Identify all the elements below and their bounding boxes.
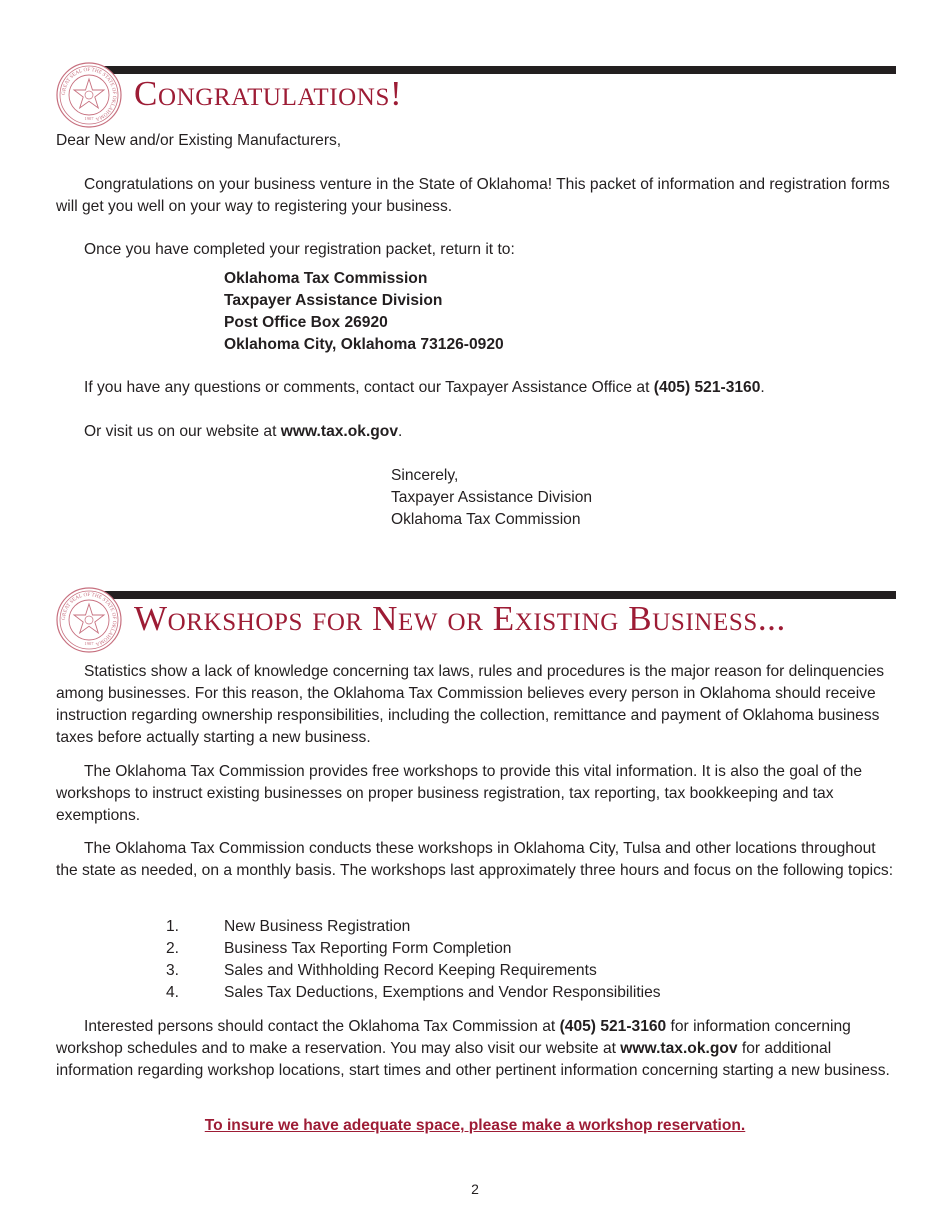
- contact-paragraph: If you have any questions or comments, contact our Taxpayer Assistance Office at (405) 521-3160.: [84, 379, 765, 396]
- workshop-paragraph-2: The Oklahoma Tax Commission provides free workshops to provide this vital information. It is also the goal of the workshops to instruct existing businesses on proper business registration, tax reporting, tax bookkeeping and tax exemptions.: [56, 763, 863, 824]
- state-seal-icon: [56, 587, 122, 653]
- address-line: Oklahoma Tax Commission: [224, 270, 428, 287]
- signature-block: [391, 465, 592, 531]
- section-title: Congratulations!: [134, 74, 403, 113]
- website-link[interactable]: www.tax.ok.gov: [280, 423, 398, 440]
- address-line: Oklahoma City, Oklahoma 73126-0920: [224, 336, 504, 353]
- reservation-notice: To insure we have adequate space, please make a workshop reservation.: [204, 1117, 746, 1134]
- phone-number: (405) 521-3160: [653, 379, 761, 396]
- header-rule: [96, 591, 896, 599]
- svg-text:GREAT SEAL OF THE STATE OF OKL: GREAT SEAL OF THE STATE OF OKLAHOMA: [60, 66, 118, 122]
- signature-line: Taxpayer Assistance Division: [391, 489, 593, 506]
- svg-text:1907: 1907: [84, 116, 94, 121]
- website-paragraph: Or visit us on our website at www.tax.ok.gov.: [84, 423, 403, 440]
- list-item: 1. New Business Registration: [166, 918, 411, 935]
- workshop-paragraph-1: Statistics show a lack of knowledge concerning tax laws, rules and procedures is the major reason for delinquencies among businesses. For this reason, the Oklahoma Tax Commission believes every person in Oklahoma should receive instruction regarding ownership responsibilities, including the collection, remittance and payment of Oklahoma business taxes before actually starting a new business.: [56, 663, 885, 746]
- workshop-contact-paragraph: Interested persons should contact the Oklahoma Tax Commission at (405) 521-3160 for information concerning workshop schedules and to make a reservation. You may also visit our website at www.tax.ok.gov for additional information regarding workshop locations, start times and other pertinent information concerning starting a new business.: [56, 1018, 890, 1079]
- signature-line: Oklahoma Tax Commission: [391, 511, 581, 528]
- workshop-paragraph-3: The Oklahoma Tax Commission conducts these workshops in Oklahoma City, Tulsa and other locations throughout the state as needed, on a monthly basis. The workshops last approximately three hours and focus on the following topics:: [56, 840, 894, 879]
- salutation: Dear New and/or Existing Manufacturers,: [56, 132, 342, 149]
- intro-paragraph: Congratulations on your business venture in the State of Oklahoma! This packet of information and registration forms will get you well on your way to registering your business.: [56, 176, 890, 215]
- workshop-topics-list: [166, 916, 661, 1004]
- section-header-congratulations: [56, 62, 896, 124]
- return-instruction: Once you have completed your registration packet, return it to:: [84, 241, 515, 258]
- list-item: 3. Sales and Withholding Record Keeping Requirements: [166, 962, 597, 979]
- address-line: Post Office Box 26920: [224, 314, 388, 331]
- signature-line: Sincerely,: [391, 467, 459, 484]
- section-header-workshops: [56, 587, 896, 649]
- phone-number: (405) 521-3160: [559, 1018, 667, 1035]
- section-title: Workshops for New or Existing Business...: [134, 599, 786, 638]
- header-rule: [96, 66, 896, 74]
- svg-text:1907: 1907: [84, 641, 94, 646]
- website-link[interactable]: www.tax.ok.gov: [620, 1040, 738, 1057]
- page-number: 2: [471, 1181, 479, 1197]
- list-item: 2. Business Tax Reporting Form Completion: [166, 940, 512, 957]
- state-seal-icon: [56, 62, 122, 128]
- svg-text:GREAT SEAL OF THE STATE OF OKL: GREAT SEAL OF THE STATE OF OKLAHOMA: [60, 591, 118, 647]
- mailing-address: [224, 268, 504, 356]
- address-line: Taxpayer Assistance Division: [224, 292, 443, 309]
- list-item: 4. Sales Tax Deductions, Exemptions and Vendor Responsibilities: [166, 984, 661, 1001]
